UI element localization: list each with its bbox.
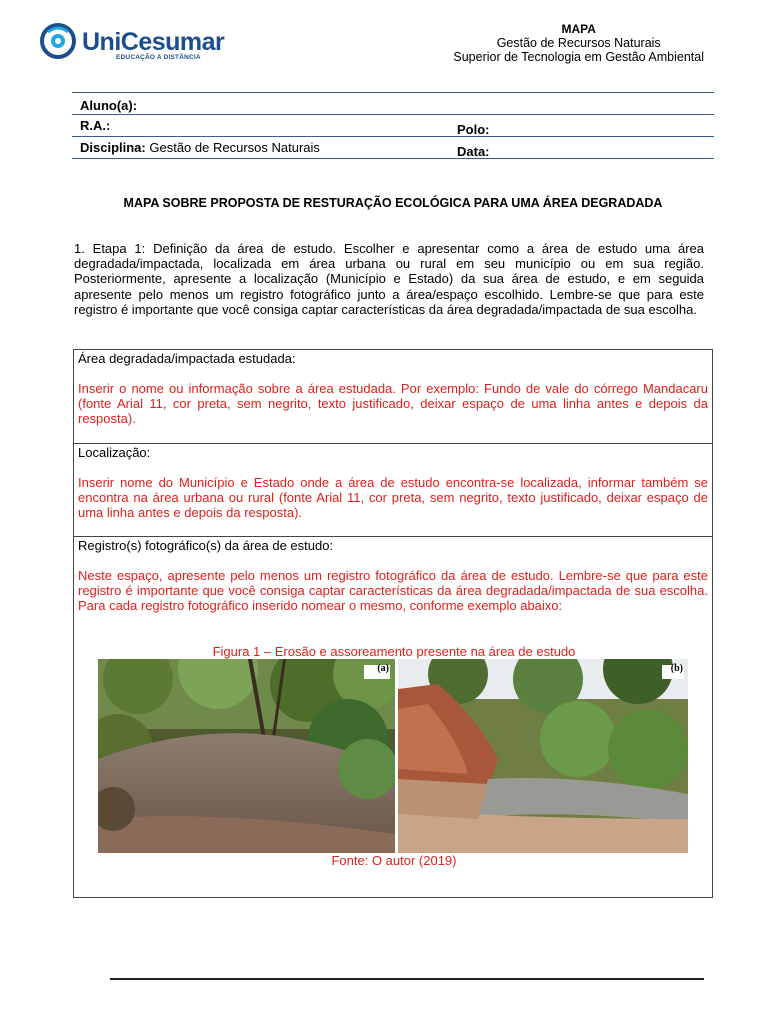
figure-source: Fonte: O autor (2019) — [331, 853, 457, 868]
document-title: MAPA SOBRE PROPOSTA DE RESTURAÇÃO ECOLÓGICA PARA UMA ÁREA DEGRADADA — [123, 196, 663, 210]
polo-label: Polo: — [457, 122, 490, 137]
ra-polo-row — [72, 115, 714, 137]
intro-paragraph: 1. Etapa 1: Definição da área de estudo. Escolher e apresentar como a área de estudo uma área degradada/impactada, localizada em área urbana ou rural em seu município ou em sua região. Posteriormente, apresente a localização (Município e Estado) da sua área de estudo, e em seguida apresente pelo menos um registro fotográfico junto a área/espaço escolhido. Lembre-se que para este registro é importante que você consiga captar características da área degradada/impactada de sua escolha. — [74, 241, 704, 317]
disciplina-data-row — [72, 137, 714, 159]
section-instructions: Neste espaço, apresente pelo menos um registro fotográfico da área de estudo. Lembre-se que para este registro é importante que você consiga captar características da área degradada/impactada de sua escolha. Para cada registro fotográfico inserido nomear o mesmo, conforme exemplo abaixo: — [78, 568, 708, 613]
header-course: Superior de Tecnologia em Gestão Ambiental — [453, 50, 704, 64]
panel-a-label: (a) — [377, 663, 389, 674]
section-area-degradada — [73, 349, 713, 443]
disciplina-label: Disciplina: — [80, 140, 146, 155]
aluno-label: Aluno(a): — [80, 98, 138, 113]
disciplina-field — [80, 140, 320, 155]
brand-name: UniCesumar — [82, 28, 225, 56]
footer-rule — [110, 978, 704, 980]
figure-caption: Figura 1 – Erosão e assoreamento presente na área de estudo — [212, 644, 576, 659]
photo-stream-erosion — [98, 659, 395, 853]
student-info-table — [72, 92, 714, 159]
aluno-row — [72, 93, 714, 115]
section-localizacao — [73, 443, 713, 536]
section-label: Localização: — [78, 445, 151, 460]
disciplina-value: Gestão de Recursos Naturais — [149, 140, 320, 155]
table-bottom-border — [73, 897, 713, 898]
document-header — [453, 22, 704, 64]
section-label: Área degradada/impactada estudada: — [78, 351, 296, 366]
data-label: Data: — [457, 144, 490, 159]
brand-tagline: EDUCAÇÃO A DISTÂNCIA — [116, 54, 201, 61]
panel-b-label: (b) — [670, 663, 683, 674]
header-subject: Gestão de Recursos Naturais — [496, 36, 661, 50]
header-title: MAPA — [561, 22, 596, 36]
section-instructions: Inserir nome do Município e Estado onde a área de estudo encontra-se localizada, informar também se encontra na área urbana ou rural (fonte Arial 11, cor preta, sem negrito, texto justificado, deixar espaço de uma linha antes e depois da resposta). — [78, 475, 708, 520]
section-instructions: Inserir o nome ou informação sobre a área estudada. Por exemplo: Fundo de vale do córrego Mandacaru (fonte Arial 11, cor preta, sem negrito, texto justificado, deixar espaço de uma linha antes e depois da resposta). — [78, 381, 708, 426]
section-label: Registro(s) fotográfico(s) da área de estudo: — [78, 538, 334, 553]
ra-label: R.A.: — [80, 118, 111, 133]
photo-gully-erosion — [398, 659, 688, 853]
